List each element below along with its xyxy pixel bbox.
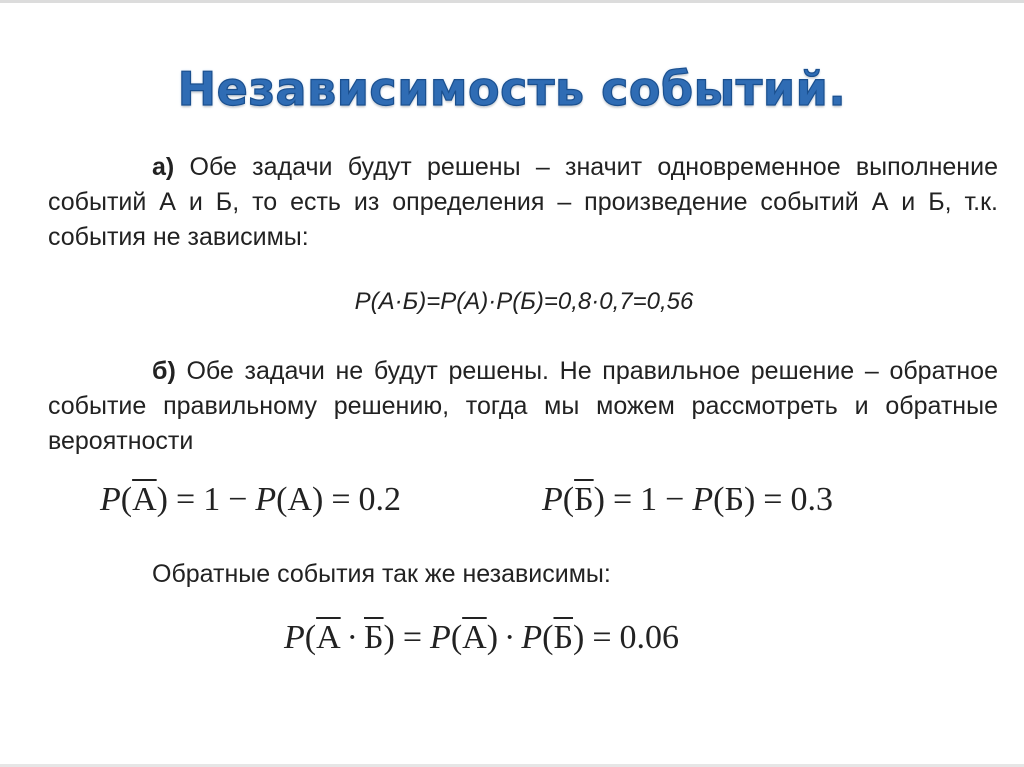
equals-sign: = [176,481,196,518]
paren: ) [383,619,395,656]
slide-title: Независимость событий. [177,62,847,116]
paren: ) [486,619,499,656]
prob-symbol: P [542,481,563,518]
complement-event-a: А [316,619,341,656]
complement-event-b: Б [364,619,384,656]
formula-not-a [100,481,401,519]
prob-symbol: P [284,619,305,656]
minus-sign: − [665,481,685,518]
complement-event-b: Б [553,619,574,656]
equals-sign: = [402,619,423,656]
complement-event-a: А [132,481,157,518]
result-value: 0.2 [358,481,402,518]
equals-sign: = [763,481,783,518]
multiply-dot: · [346,619,358,656]
independence-note: Обратные события так же независимы: [152,560,611,588]
number-one: 1 [203,481,221,518]
prob-symbol: P [255,481,277,518]
prob-symbol: P [430,619,451,656]
equals-sign: = [612,481,633,518]
paragraph-part-a [48,150,998,255]
number-one: 1 [640,481,658,518]
paren: ) [573,619,585,656]
equals-sign: = [592,619,612,656]
paren: ( [450,619,463,656]
multiply-dot: · [504,619,516,656]
part-b-label: б) [152,357,176,385]
part-b-text: Обе задачи не будут решены. Не правильное решение – обратное событие правильному решению, тогда мы можем рассмотреть и обратные вероятности [48,357,998,455]
prob-symbol: P [692,481,714,518]
formula-both-complements [284,619,679,657]
equals-sign: = [331,481,351,518]
part-a-label: а) [152,153,175,181]
paren: ) [156,481,168,518]
result-value: 0.3 [790,481,833,518]
paren: ( [562,481,575,518]
formula-product: P(А·Б)=P(А)·P(Б)=0,8·0,7=0,56 [354,288,694,315]
paragraph-part-b [48,354,998,459]
complement-event-a: А [462,619,487,656]
minus-sign: − [228,481,248,518]
paren: ( [120,481,133,518]
part-a-text: Обе задачи будут решены – значит одновременное выполнение событий А и Б, то есть из определения – произведение событий А и Б, т.к. события не зависимы: [48,153,998,251]
slide-top-border [0,0,1024,3]
complement-event-b: Б [574,481,594,518]
result-value: 0.06 [619,619,680,656]
paren: ( [542,619,554,656]
prob-symbol: P [100,481,121,518]
prob-symbol: P [521,619,543,656]
event-b-arg: (Б) [713,481,756,518]
formula-not-b [542,481,833,519]
paren: ( [304,619,317,656]
paren: ) [593,481,605,518]
event-a-arg: (А) [276,481,324,518]
